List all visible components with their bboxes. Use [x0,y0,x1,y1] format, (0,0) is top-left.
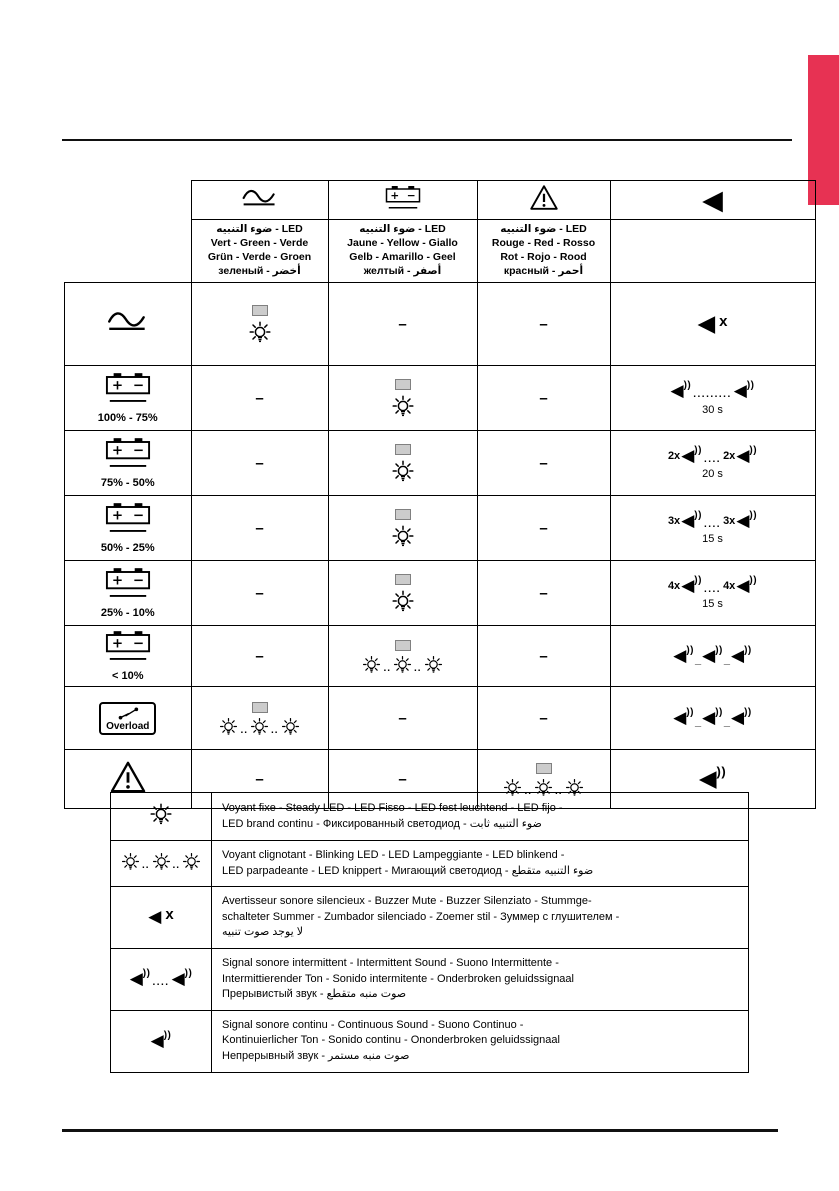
pause-dots: .... [703,519,722,531]
dash-cell: – [477,431,610,496]
legend-table [110,792,749,1073]
legend-row-mute [111,887,749,949]
dash-cell: – [477,496,610,561]
ac-input-icon [240,187,280,209]
bulb-icon [181,851,202,872]
dash-cell: – [328,750,477,809]
legend-row-intermittent [111,949,749,1011]
speaker-icon: ◀ [731,646,745,666]
cell-yellow-steady [328,496,477,561]
sound-arcs: )) [686,645,694,657]
led-header-green: ضوء التنبيه - LED Vert - Green - Verde Grün - Verde - Groen зеленый - أخضر [191,220,328,283]
repeat-count: 3x [667,514,681,527]
row-label-battery [65,496,192,561]
sound-arcs: )) [715,707,723,719]
bulb-icon [361,654,382,675]
row-label-battery [65,366,192,431]
cell-yellow-blinking [328,626,477,687]
steady-led-icon [247,305,273,345]
speaker-icon: ◀ [698,765,717,791]
sound-arcs: )) [744,645,752,657]
table-row-batt-75-50 [65,431,816,496]
buzzer-mute-icon [697,312,727,335]
warning-icon [109,760,147,794]
led-indicator-square [252,305,268,316]
repeat-count: 4x [723,579,736,592]
led-header-yellow: ضوء التنبيه - LED Jaune - Yellow - Giallo Gelb - Amarillo - Geel желтый - أصفر [328,220,477,283]
column-alarm [477,181,610,220]
row-label-battery [65,561,192,626]
legend-text: Voyant fixe - Steady LED - LED Fisso - LED fest leuchtend - LED fijo - LED brand continu - Фиксированный светодиод - ضوء التنبيه ثابت [212,793,749,841]
led-indicator-square [395,444,411,455]
dash-cell: – [328,283,477,366]
column-battery [328,181,477,220]
blank-cell [65,220,192,283]
blink-dots: .. [524,785,532,797]
table-row-batt-100-75 [65,366,816,431]
bulb-icon [392,654,413,675]
speaker-icon: ◀ [673,708,687,728]
led-indicator-square [536,763,552,774]
repeat-count: 2x [723,449,736,462]
icon-header-row [65,181,816,220]
overload-label: Overload [106,720,150,732]
dash-cell: – [191,626,328,687]
speaker-icon: ◀ [697,310,716,336]
led-header-row [65,220,816,283]
speaker-icon: ◀ [736,446,750,466]
dash-cell: – [477,283,610,366]
battery-level-label: < 10% [112,670,144,682]
cell-buzzer-mute [610,283,815,366]
bulb-icon [120,851,141,872]
blink-dots: .. [414,662,422,674]
battery-icon [105,630,151,663]
bulb-icon [247,319,273,345]
steady-led-icon [390,444,416,484]
cell-yellow-steady [328,431,477,496]
speaker-icon: ◀ [736,576,750,596]
row-label-ac [65,283,192,366]
intermittent-sound-icon [673,646,752,666]
battery-icon [385,185,421,211]
legend-text: Signal sonore continu - Continuous Sound - Suono Continuo - Kontinuierlicher Ton - Sonido continu - Ononderbroken geluidssignaal Непрерывный звук - صوت منبه مستمر [212,1010,749,1072]
pause-tick: _ [723,653,730,666]
bulb-icon [390,523,416,549]
sound-arcs: )) [686,707,694,719]
pause-dots: .... [703,454,722,466]
battery-level-label: 25% - 10% [100,607,155,619]
table-row-batt-25-10 [65,561,816,626]
blinking-led-icon [218,702,300,737]
intermittent-sound-icon [668,446,757,465]
pause-tick: _ [723,715,730,728]
led-indicator-square [252,702,268,713]
steady-led-icon [111,793,212,841]
cell-yellow-steady [328,366,477,431]
cell-sound-15s-4x [610,561,815,626]
dash-cell: – [477,626,610,687]
row-label-overload [65,687,192,750]
speaker-icon: ◀ [681,446,695,466]
cell-sound-20s [610,431,815,496]
speaker-icon: ◀ [673,646,687,666]
bulb-icon [390,393,416,419]
sound-arcs: )) [749,445,758,457]
dash-cell: – [191,561,328,626]
cell-sound-30s [610,366,815,431]
dash-cell: – [191,366,328,431]
top-rule [62,139,792,141]
table-row-overload [65,687,816,750]
speaker-icon: ◀ [733,380,747,400]
row-label-battery [65,431,192,496]
sound-interval: 30 s [702,403,723,416]
bulb-icon [249,716,270,737]
led-label: ضوء التنبيه - LED [359,223,446,236]
sound-arcs: )) [746,379,755,391]
speaker-icon: ◀ [702,708,716,728]
blank-cell [65,181,192,220]
led-header-empty [610,220,815,283]
dash-cell: – [328,687,477,750]
dash-cell: – [477,561,610,626]
table-row-batt-low [65,626,816,687]
blink-dots: .. [240,724,248,736]
sound-arcs: )) [142,968,151,980]
led-indicator-square [395,640,411,651]
led-indicator-square [395,379,411,390]
blinking-led-icon [111,841,212,887]
mute-x-mark: x [165,906,174,924]
column-buzzer [610,181,815,220]
blink-dots: .. [172,859,181,871]
sound-interval: 20 s [702,468,723,481]
sound-arcs: )) [184,968,193,980]
battery-icon [105,567,151,600]
speaker-icon: ◀ [736,511,750,531]
sound-interval: 15 s [702,533,723,546]
pause-dots: ......... [693,388,732,400]
sound-arcs: )) [749,510,758,522]
speaker-icon: ◀ [148,907,162,927]
ac-input-icon [105,309,151,334]
pause-tick: _ [695,653,702,666]
intermittent-sound-icon [673,708,752,728]
led-header-red: ضوء التنبيه - LED Rouge - Red - Rosso Rot - Rojo - Rood красный - أحمر [477,220,610,283]
dash-cell: – [477,687,610,750]
speaker-icon: ◀ [702,184,723,215]
legend-row-blinking [111,841,749,887]
led-label: ضوء التنبيه - LED [216,223,303,236]
mute-x-mark: x [719,313,728,330]
cell-green-blinking [191,687,328,750]
sound-arcs: )) [694,510,702,522]
bulb-icon [423,654,444,675]
status-table [64,180,816,809]
bulb-icon [280,716,301,737]
battery-icon [105,437,151,470]
sound-interval: 15 s [702,598,723,611]
sound-arcs: )) [163,1029,172,1041]
cell-green-steady [191,283,328,366]
steady-led-icon [390,379,416,419]
steady-led-icon [390,509,416,549]
bulb-icon [390,588,416,614]
warning-icon [529,184,559,211]
led-indicator-square [395,509,411,520]
blink-dots: .. [383,662,391,674]
battery-icon [105,502,151,535]
blink-dots: .. [141,859,150,871]
speaker-icon: ◀ [670,380,684,400]
blinking-led-icon [361,640,443,675]
blink-dots: .. [271,724,279,736]
led-indicator-square [395,574,411,585]
speaker-icon: ◀ [129,969,143,989]
dash-cell: – [191,431,328,496]
steady-led-icon [390,574,416,614]
bulb-icon [390,458,416,484]
legend-text: Signal sonore intermittent - Intermittent Sound - Suono Intermittente - Intermittierender Ton - Sonido intermitente - Onderbroken geluidssignaal Прерывистый звук - صوت منبه متقطع [212,949,749,1011]
bulb-icon [151,851,172,872]
speaker-icon: ◀ [702,646,716,666]
continuous-sound-icon [111,1010,212,1072]
dash-cell: – [191,496,328,561]
sound-arcs: )) [694,575,702,587]
column-ac-input [191,181,328,220]
speaker-icon: ◀ [681,576,695,596]
battery-level-label: 100% - 75% [97,412,158,424]
battery-level-label: 50% - 25% [100,542,155,554]
continuous-sound-icon [698,764,727,791]
sound-arcs: )) [715,645,723,657]
dash-cell: – [191,750,328,809]
sound-arcs: )) [683,379,692,391]
table-row-batt-50-25 [65,496,816,561]
battery-icon [105,372,151,405]
speaker-icon: ◀ [150,1030,164,1050]
pause-dots: .... [703,584,722,596]
sound-arcs: )) [694,445,702,457]
short-circuit-icon [115,706,141,721]
intermittent-sound-icon [668,511,757,530]
repeat-count: 4x [667,579,681,592]
legend-text: Avertisseur sonore silencieux - Buzzer Mute - Buzzer Silenziato - Stummge- schalteter Summer - Zumbador silenciado - Zoemer stil - Зуммер с глушителем - لا يوجد صوت تنبيه [212,887,749,949]
pause-tick: _ [695,715,702,728]
intermittent-sound-icon [668,576,757,595]
bottom-rule [62,1129,778,1132]
cell-yellow-steady [328,561,477,626]
overload-icon [99,702,156,735]
legend-row-steady [111,793,749,841]
bulb-icon [218,716,239,737]
speaker-icon: ◀ [731,708,745,728]
sound-arcs: )) [744,707,752,719]
speaker-icon: ◀ [681,511,695,531]
row-label-battery [65,626,192,687]
led-label: ضوء التنبيه - LED [500,223,587,236]
buzzer-mute-icon [111,887,212,949]
intermittent-sound-icon [670,381,754,400]
legend-text: Voyant clignotant - Blinking LED - LED Lampeggiante - LED blinkend - LED parpadeante - LED knippert - Мигающий светодиод - ضوء التنبيه متقطع [212,841,749,887]
intermittent-sound-icon [111,949,212,1011]
table-row-ac [65,283,816,366]
sound-arcs: )) [749,575,758,587]
cell-sound-triple [610,687,815,750]
legend-row-continuous [111,1010,749,1072]
blink-dots: .. [555,785,563,797]
battery-level-label: 75% - 50% [100,477,155,489]
sound-arcs: )) [716,764,727,779]
repeat-count: 3x [723,514,736,527]
cell-sound-15s-3x [610,496,815,561]
repeat-count: 2x [667,449,681,462]
bulb-icon [148,801,174,827]
cell-sound-triple [610,626,815,687]
dash-cell: – [477,366,610,431]
pause-dots: .... [152,977,170,989]
speaker-icon: ◀ [171,969,185,989]
